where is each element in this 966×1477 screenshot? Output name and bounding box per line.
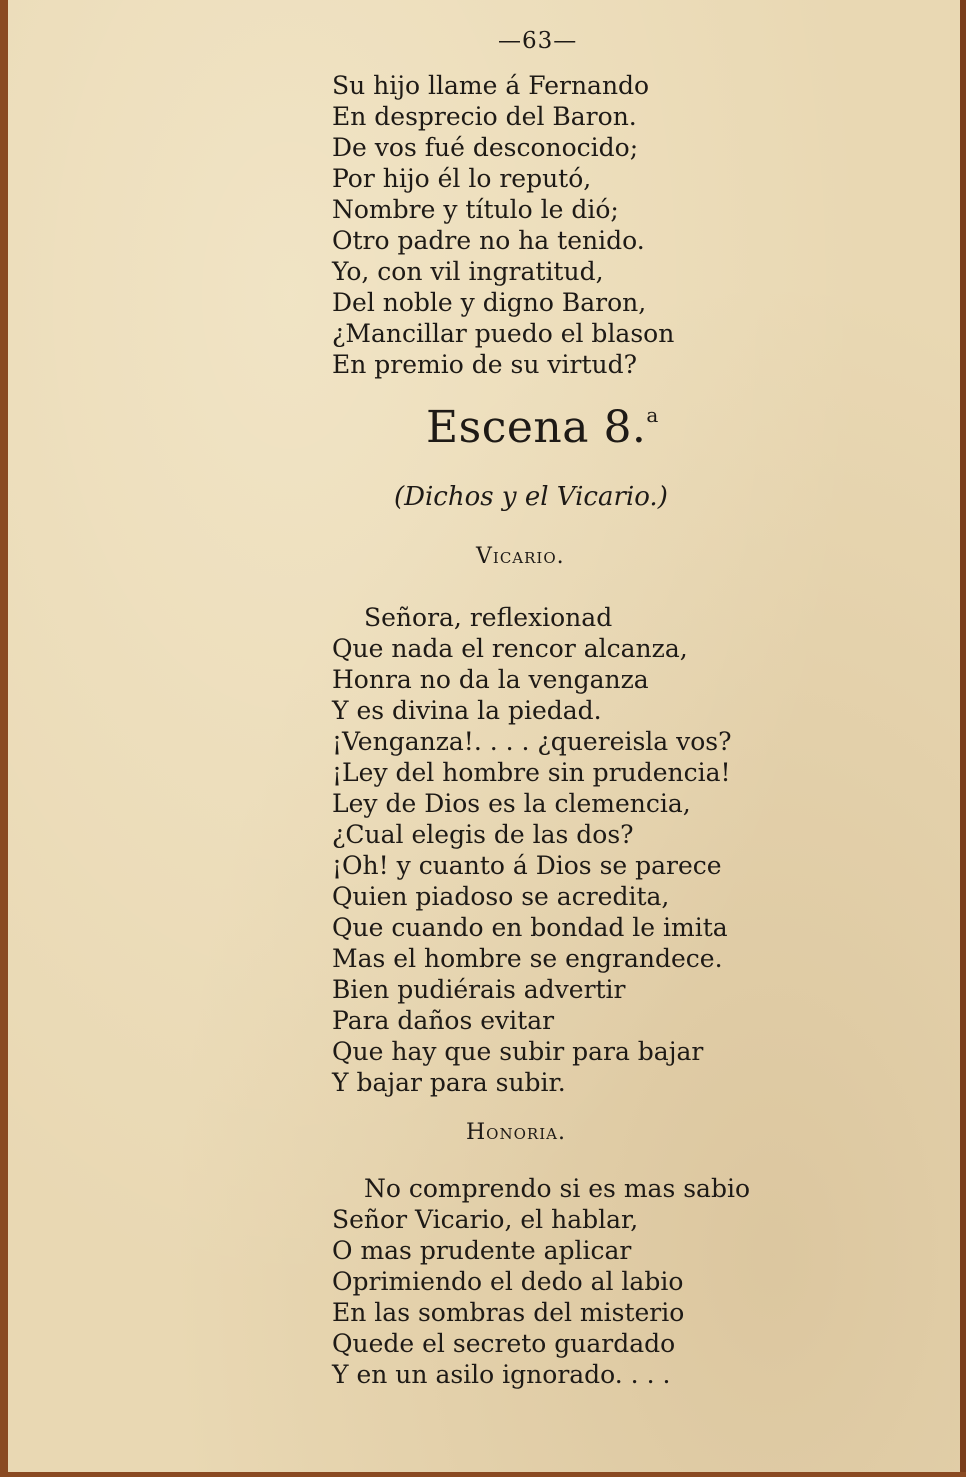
verse-line: Y es divina la piedad. xyxy=(332,696,602,725)
verse-line: Por hijo él lo reputó, xyxy=(332,164,592,193)
stage-direction: (Dichos y el Vicario.) xyxy=(394,482,668,512)
verse-line: Oprimiendo el dedo al labio xyxy=(332,1267,684,1296)
verse-block-honoria xyxy=(332,1173,750,1390)
verse-line: Y bajar para subir. xyxy=(332,1068,566,1097)
page-edge-right xyxy=(960,0,966,1477)
verse-block-opening xyxy=(332,70,674,380)
verse-line: ¿Cual elegis de las dos? xyxy=(332,820,634,849)
verse-line: ¡Venganza!. . . . ¿quereisla vos? xyxy=(332,727,732,756)
scene-title: Escena 8. xyxy=(426,402,647,453)
verse-line: ¡Ley del hombre sin prudencia! xyxy=(332,758,731,787)
verse-line: Otro padre no ha tenido. xyxy=(332,226,645,255)
page-edge-left xyxy=(0,0,8,1477)
verse-line: Que cuando en bondad le imita xyxy=(332,913,728,942)
verse-line: Señora, reflexionad xyxy=(364,603,613,632)
verse-line: Y en un asilo ignorado. . . . xyxy=(332,1360,671,1389)
verse-line: Para daños evitar xyxy=(332,1006,555,1035)
verse-line: En las sombras del misterio xyxy=(332,1298,685,1327)
scene-ordinal: a xyxy=(646,403,659,427)
verse-line: En desprecio del Baron. xyxy=(332,102,637,131)
verse-line: Nombre y título le dió; xyxy=(332,195,619,224)
verse-line: Yo, con vil ingratitud, xyxy=(332,257,604,286)
verse-line: O mas prudente aplicar xyxy=(332,1236,632,1265)
verse-line: En premio de su virtud? xyxy=(332,350,637,379)
speaker-name-vicario: Vicario. xyxy=(476,544,565,569)
verse-line: Mas el hombre se engrandece. xyxy=(332,944,723,973)
verse-line: No comprendo si es mas sabio xyxy=(364,1174,750,1203)
verse-line: Quede el secreto guardado xyxy=(332,1329,676,1358)
verse-line: Honra no da la venganza xyxy=(332,665,649,694)
verse-line: Quien piadoso se acredita, xyxy=(332,882,670,911)
verse-line: De vos fué desconocido; xyxy=(332,133,639,162)
verse-line: Señor Vicario, el hablar, xyxy=(332,1205,639,1234)
verse-block-vicario xyxy=(332,602,732,1098)
verse-line: Que hay que subir para bajar xyxy=(332,1037,704,1066)
verse-line: Del noble y digno Baron, xyxy=(332,288,647,317)
page-edge-bottom xyxy=(0,1472,966,1477)
verse-line: ¿Mancillar puedo el blason xyxy=(332,319,675,348)
page-number: —63— xyxy=(498,28,578,54)
verse-line: Bien pudiérais advertir xyxy=(332,975,626,1004)
verse-line: Que nada el rencor alcanza, xyxy=(332,634,688,663)
verse-line: ¡Oh! y cuanto á Dios se parece xyxy=(332,851,722,880)
verse-line: Ley de Dios es la clemencia, xyxy=(332,789,691,818)
speaker-name-honoria: Honoria. xyxy=(466,1120,566,1145)
scene-heading xyxy=(426,402,659,453)
verse-line: Su hijo llame á Fernando xyxy=(332,71,650,100)
